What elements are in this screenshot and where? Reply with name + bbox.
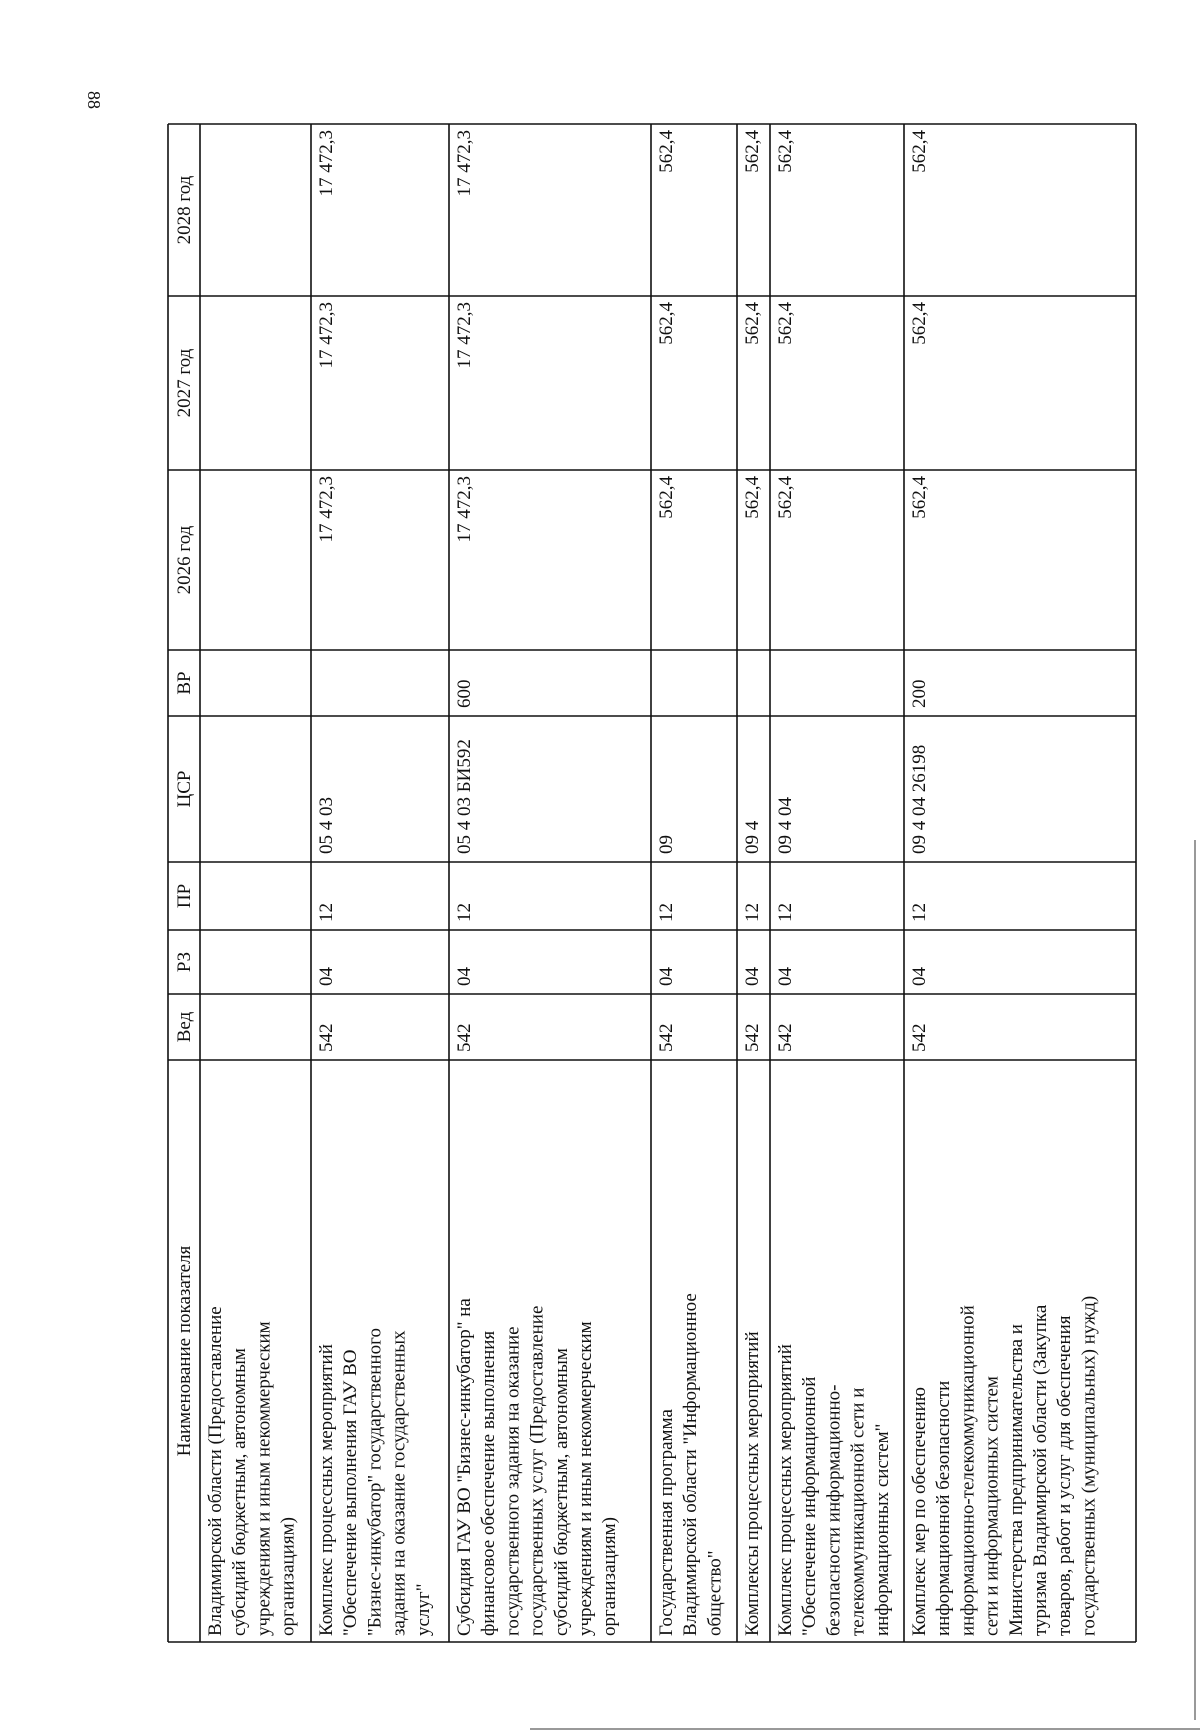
row-7-name-line: сети и информационных систем xyxy=(981,1376,1003,1636)
row-2-ved: 542 xyxy=(316,1023,337,1052)
scan-edge-right xyxy=(1194,840,1196,1720)
row-2-name-line: Комплекс процессных мероприятий xyxy=(316,1344,337,1636)
row-2-y2027: 17 472,3 xyxy=(316,302,337,369)
row-6-ved: 542 xyxy=(775,1023,796,1052)
row-7-pr: 12 xyxy=(909,903,930,922)
row-2-name-line: "Бизнес-инкубатор" государственного xyxy=(364,1328,386,1636)
row-2-pr: 12 xyxy=(316,903,337,922)
row-5-name-line: Комплексы процессных мероприятий xyxy=(742,1331,763,1636)
column-header-name: Наименование показателя xyxy=(174,1245,195,1457)
row-7-y2027: 562,4 xyxy=(909,302,930,345)
row-3-rz: 04 xyxy=(454,967,475,986)
row-6-name-line: информационных систем" xyxy=(871,1423,893,1636)
row-7-ved: 542 xyxy=(909,1023,930,1052)
row-3-name-line: организациям) xyxy=(599,1517,621,1636)
row-7-name-line: Министерства предпринимательства и xyxy=(1005,1324,1027,1636)
row-2-y2026: 17 472,3 xyxy=(316,476,337,543)
column-header-y2028: 2028 год xyxy=(174,175,195,245)
row-7-y2026: 562,4 xyxy=(909,476,930,519)
row-6-pr: 12 xyxy=(775,903,796,922)
row-7-name-line: информационно-телекоммуникационной xyxy=(957,1305,979,1636)
row-6-csr: 09 4 04 xyxy=(775,797,796,854)
page-number: 88 xyxy=(84,91,104,109)
row-6-y2028: 562,4 xyxy=(775,130,796,173)
row-3-name-line: финансовое обеспечение выполнения xyxy=(478,1330,500,1636)
row-6-name-line: безопасности информационно- xyxy=(823,1384,845,1636)
row-3-y2028: 17 472,3 xyxy=(454,130,475,197)
row-3-y2026: 17 472,3 xyxy=(454,476,475,543)
row-7-name-line: туризма Владимирской области (Закупка xyxy=(1030,1304,1051,1636)
column-header-rz: РЗ xyxy=(174,951,195,973)
row-7-rz: 04 xyxy=(909,967,930,986)
row-3-name-line: субсидий бюджетным, автономным xyxy=(550,1348,572,1636)
column-header-y2027: 2027 год xyxy=(174,348,195,418)
row-5-pr: 12 xyxy=(742,903,763,922)
row-7-name-line: Комплекс мер по обеспечению xyxy=(909,1387,930,1636)
row-3-vr: 600 xyxy=(454,679,475,708)
row-1-name-line: учреждениям и иным некоммерческим xyxy=(253,1321,275,1636)
row-4-name-line: общество" xyxy=(704,1550,726,1636)
row-2-name-line: услуг" xyxy=(412,1583,434,1636)
row-5-y2026: 562,4 xyxy=(742,476,763,519)
row-5-ved: 542 xyxy=(742,1023,763,1052)
row-4-y2026: 562,4 xyxy=(656,476,677,519)
row-1-name-line: организациям) xyxy=(277,1517,299,1636)
row-6-rz: 04 xyxy=(775,967,796,986)
row-2-name-line: "Обеспечение выполнения ГАУ ВО xyxy=(340,1349,362,1636)
row-3-name-line: учреждениям и иным некоммерческим xyxy=(575,1321,596,1636)
row-4-y2027: 562,4 xyxy=(656,302,677,345)
row-3-name-line: государственного задания на оказание xyxy=(502,1326,524,1636)
row-5-y2028: 562,4 xyxy=(742,130,763,173)
row-7-name-line: товаров, работ и услуг для обеспечения xyxy=(1054,1315,1076,1636)
row-3-pr: 12 xyxy=(454,903,475,922)
row-6-y2026: 562,4 xyxy=(775,476,796,519)
row-1-name-line: Владимирской области (Предоставление xyxy=(205,1306,226,1636)
row-4-name-line: Государственная программа xyxy=(656,1409,677,1636)
row-4-pr: 12 xyxy=(656,903,677,922)
row-7-name-line: информационной безопасности xyxy=(933,1380,955,1636)
row-2-csr: 05 4 03 xyxy=(316,797,337,854)
row-3-csr: 05 4 03 БИ592 xyxy=(454,739,475,854)
row-7-vr: 200 xyxy=(909,679,930,708)
row-4-name-line: Владимирской области "Информационное xyxy=(680,1293,702,1636)
row-4-y2028: 562,4 xyxy=(656,130,677,173)
row-1-name-line: субсидий бюджетным, автономным xyxy=(229,1348,251,1636)
row-6-name-line: телекоммуникационной сети и xyxy=(847,1387,869,1636)
row-5-csr: 09 4 xyxy=(742,820,763,854)
row-2-rz: 04 xyxy=(316,967,337,986)
row-2-name-line: задания на оказание государственных xyxy=(388,1330,410,1636)
row-5-rz: 04 xyxy=(742,967,763,986)
row-5-y2027: 562,4 xyxy=(742,302,763,345)
row-3-name-line: Субсидия ГАУ ВО "Бизнес-инкубатор" на xyxy=(454,1298,475,1636)
row-3-name-line: государственных услуг (Предоставление xyxy=(526,1305,548,1636)
scan-edge-bottom xyxy=(530,1728,1200,1730)
column-header-y2026: 2026 год xyxy=(174,525,195,595)
row-4-rz: 04 xyxy=(656,967,677,986)
row-7-name-line: государственных (муниципальных) нужд) xyxy=(1078,1295,1100,1636)
row-6-name-line: Комплекс процессных мероприятий xyxy=(775,1344,796,1636)
row-3-y2027: 17 472,3 xyxy=(454,302,475,369)
row-7-y2028: 562,4 xyxy=(909,130,930,173)
row-6-name-line: "Обеспечение информационной xyxy=(799,1376,821,1636)
column-header-ved: Вед xyxy=(174,1011,195,1043)
row-4-ved: 542 xyxy=(656,1023,677,1052)
column-header-vr: ВР xyxy=(174,671,195,695)
row-6-y2027: 562,4 xyxy=(775,302,796,345)
row-7-csr: 09 4 04 26198 xyxy=(909,744,930,854)
column-header-csr: ЦСР xyxy=(174,770,195,808)
row-3-ved: 542 xyxy=(454,1023,475,1052)
column-header-pr: ПР xyxy=(174,883,195,909)
row-2-y2028: 17 472,3 xyxy=(316,130,337,197)
row-4-csr: 09 xyxy=(656,835,677,854)
